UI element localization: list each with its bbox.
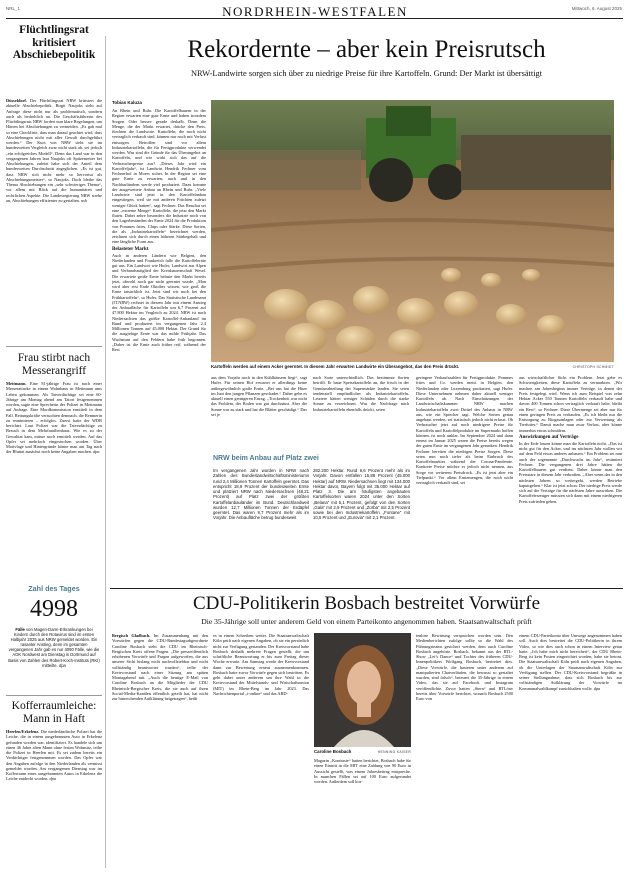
- article-separator: [110, 588, 623, 589]
- portrait-image: [314, 633, 411, 747]
- second-headline: CDU-Politikerin Bosbach bestreitet Vorwürfe: [192, 593, 541, 614]
- bosbach-photo: [314, 633, 411, 747]
- potato-field-image: [211, 100, 614, 362]
- second-col5: einem CDU-Parteikonto über Umwege angenommen haben soll. Auch dies bestreitet die CDU-Politikerin in ihrem Video, so wie dies auch schon in einem Interview getan hatte. „Ich habe mich nicht bereichert“, der CDU Rhein-Berg ist kein Posten eingerichtet worden, habe sie betont. Die Staatsanwaltschaft Köln prüft nach eigenen Angaben, ob die Unterlagen der Staatsanwaltschaft Köln zur Verfügung stellen. Der CDU-Kreisvorstand begrüßte in seiner Stellungnahme, dass sich Bosbach bis zur vollständigen Aufklärung der Vorwürfe im Kommunalwahlkampf zurückhalten wolle. dpa: [519, 633, 622, 691]
- main-col3: aus dem Vorjahr noch in den Kühlhäusern liegt“, sagt Hufer. Für seinen Hof erwartet er allerdings keine außergewöhnlich große Ernte. „Bei uns hat die Hitze im Juni den jungen Pflanzen geschadet.“ Daher gebe es aktuell einen geringeren Ertrag. „Trockenheit war nicht das Problem, der Boden war gut durchnässt. Aber die Sonne war zu stark und hat die Blätter geschädigt.“ Das sei je: [211, 375, 307, 417]
- zahl-label: Zahl des Tages: [28, 584, 80, 593]
- photo-credit: CHRISTOPH SCHMIDT: [572, 365, 614, 369]
- second-col4: tenlose Bewirtung versprochen worden sein. Den Medienberichten zufolge sollte so die Wahl des Führungsteams gesichert werden, dem auch Caroline Bosbach angehörte. Bosbach, bekannt aus der RTL-Show „Let’s Dance“ und Tochter des früheren CDU-Innenpolitikers Wolfgang Bosbach, bestreitet dies. „Diese Vorwürfe, die basieren unter anderem auf manipulierten Chatverläufen, die bewusst so gestaltet wurden, sind falsch“, beteuert die 35-Jährige in einem Video, das sie auf Facebook und Instagram veröffentlichte. Zuvor hatten „Stern“ und RTL/ntv bereits über Vorwürfe berichtet, wonach Bosbach 2500 Euro von: [416, 633, 513, 701]
- harvest-photo: [211, 100, 614, 362]
- main-subhead-2: Auswirkungen auf Verträge: [519, 434, 579, 440]
- header-rule: [6, 18, 623, 19]
- zahl-body: Fälle von Magen-Darm-Erkrankungen bei Kindern durch den Rotavirus sind im ersten Halbjahr 2025 aus NRW gemeldet worden. Ein rasanter Anstieg, denn im gesamten vergangenen Jahr gab es nur 4090 Fälle, wie die AOK Nordwest am Dienstag in Dortmund auf Basis von Zahlen des Robert-Koch-Instituts (RKI) mitteilte. dpa: [8, 627, 100, 668]
- infobox-col2: 282.200 Hektar. Rund 6,6 Prozent mehr als im Vorjahr. Davon entfallen 15,88 Prozent (45.000 Hektar) auf NRW. Niedersachsen liegt mit 134.000 Hektar davor, Bayern folgt mit 36.000 Hektar auf Platz 3. Die am häufigsten angebauten Kartoffelsorten waren 2024 unter den Sorten „Belana“ mit 5,1 Prozent, gefolgt von den Sorten „Gala“ mit 2,9 Prozent und „Zorba“ mit 2,5 Prozent sowie bei den Industriekartoffeln „Fontane“ mit 10,5 Prozent und „Eurovia“ mit 2,1 Prozent.: [313, 468, 410, 521]
- main-subhead-1: Belasteter Markt: [112, 246, 149, 252]
- infobox-col1: Im vergangenen Jahr wurden in NRW nach Zahlen des Bundeslandwirtschaftsministeriums rund 2,4 Millionen Tonnen Kartoffeln geerntet. Das entspricht 18,9 Prozent der bundesweiten Ernte und platziert NRW nach Niedersachsen (48,21 Prozent) auf Platz zwei der größten Kartoffelanbauländer im Bund. Deutschlandweit wurden 12,7 Millionen Tonnen der Erdäpfel geerntet. Das waren 9,7 Prozent mehr als im Vorjahr. Die Anbaufläche betrug bundesweit: [213, 468, 309, 521]
- sidebar-bottom-body: Heerlen/Erkelenz. Die niederländische Polizei hat die Leiche, die in einem ausgebrannten Auto in Erkelenz gefunden worden war, identifiziert. Es handele sich um einen 46 Jahre alten Mann ohne festen Wohnsitz, teilte die Polizei in Heerlen mit. Es sei zudem bereits ein Verdächtiger festgenommen worden. Das Opfer war den Angaben zufolge in den Niederlanden als vermisst gemeldet worden. Am vergangenen Dienstag war im Kofferraum eines ausgebrannten Autos in Erkelenz die Leiche entdeckt worden. dpa: [6, 729, 102, 782]
- main-deck: NRW-Landwirte sorgen sich über zu niedrige Preise für ihre Kartoffeln. Grund: Der Markt ist übersättigt: [190, 69, 543, 78]
- sidebar-mid-body: Mettmann. Eine 81-jährige Frau ist nach einer Messerattacke in einem Wohnhaus in Mettmann ums Leben gekommen. Als Tatverdächtige sei eine 60-Jährige am Montag abend am Tatort festgenommen worden, sagte eine Sprecherin der Polizei in Mettmann auf Anfrage. Eine Mordkommission ermittelt in dem Fall. Rettungskräfte versuchten demnach, die Rentnerin zu reanimieren – erfolglos. Zuerst hatte der WDR berichtet. Laut Polizei war die Tatverdächtige zu Besuch in dem Mehrfamilienhaus. Wie es zu der Gewalttat kam, müsse noch ermittelt werden. Auf das Opfer sei mehrfach eingestochen worden. Über Motivlage und Hintergründe könne man am Tag nach der Bluttat zunächst noch keine Angaben machen. dpa: [6, 381, 102, 455]
- main-col1: An Rhein und Ruhr. Die Kartoffelbauern in der Region erwarten eine gute Ernte und haben trotzdem Sorgen. Oder besser: gerade deshalb. Denn die Menge, die der Markt erwartet, drücke den Preis, fürchten die Landwirte. Kartoffeln, die noch nicht vertraglich verkauft sind, können nur noch mit Verlust entsorgen. Betroffen sind vor allem Industriekartoffeln, die für Fertigprodukte verwendet werden. Was sind die Gründe für das Überangebot an Kartoffeln, und wie wirkt sich das auf die Verbraucherpreise aus? „Dieses Jahr wird ein Kartoffeljahr“, ist Landwirt Hendrik Fechner vom Fechnerhof in Moers sicher. In der Region sei eine gute Ernte zu erwarten, auch und in den Nachbarländern werde viel produziert. Dazu komme der ausgeweitete Anbau an Rhein und Ruhr. „Viele Landwirte sind jetzt in den Kartoffelanbau eingestiegen, weil sie mit anderen Früchten zuletzt weniger Glück hatten“, sagt Fechner. Das Resultat sei eine „extreme Menge“ Kartoffeln, die jetzt den Markt fluten. Dabei zehre besonders die Industrie noch von den Lagerbeständen der Ernte 2024 für die Produktion von Pommes frites, Chips oder Stärke. Diese Sorten, die als „Industriekartoffeln“ bezeichnet werden, zeichnen sich durch einen höheren Stärkegehalt und eine längliche Form aus. Belasteter Markt Auch in anderen Ländern wie Belgien, den Niederlanden und Frankreich falle die Kartoffelernte gut aus. Ein Landwirt wie Hufer, Landwirt aus Alpen und Verbandsmitglied der Kreisbauernschaft Wesel. Die erwartete große Ernte belaste den Markt bereits jetzt, obwohl noch gar nicht geerntet wurde. „Man wird aber erst Ende Oktober wissen, wie groß die Ernte tatsächlich ist. Jetzt sind wir noch bei den Frühkartoffeln“, so Hufer. Das Statistische Landesamt (IT.NRW) rechnet in diesem Jahr mit einem Anstieg der Anbaufläche für Kartoffeln um 6,7 Prozent auf 47.800 Hektar im Vergleich zu 2024. NRW ist nach Niedersachsen das größte Kartoffel-Anbauland im Bund und produziert im vergangenen Jahr 2,4 Millionen Tonnen auf 45.000 Hektar. Der Grund für die ausgiebige Ernte war das milde Frühjahr. Das Wachstum auf den Feldern habe früh begonnen. „Daher ist die Ernte auch früher reif, während der Rest: [112, 108, 206, 352]
- main-col5: geringere Verkaufszahlen für Fertigprodukte. Pommes frites und Co. werden meist in Belgien, den Niederlanden oder Luxemburg produziert, sagt Hufer. Diese Unternehmen nehmen daher aktuell weniger Kartoffeln ab. Nach Einschätzungen der Landwirtschaftskammer NRW machen Industriekartoffeln zwei Drittel des Anbaus in NRW aus, wie ein Sprecher sagt. Welche Sorten genau angebaut werden, sei statistisch jedoch nicht erfasst. Ob Verbraucher jetzt auf noch niedrigere Preise für Kartoffeln und Kartoffelprodukte im Supermarkt hoffen können, ist noch unklar. Im September 2024 und dann erneut im Januar 2025 waren die Preise bereits wegen der guten Ernte im vergangenen Jahr gesunken. Hendrik Fechner bereiten die niedrigen Preise Sorgen. Diese seien nun noch tiefer als beim Einbruch des Kartoffelmarktes während der Corona-Pandemie. Konkrete Preise möchte er jedoch nicht nennen, aus Sorge vor weiterem Preisdruck. „Es ist jetzt aber ein Tiefpunkt.“ Vor allem Erntemengen, die noch nicht vertraglich verkauft sind, sei: [416, 375, 513, 485]
- second-col3: Magazin „Kontraste“ hatten berichtet, Bosbach habe für einen Eintritt in die MIT eine Zahlung von 90 Euro in Aussicht gestellt, was einem Jahresbeitrag entspreche. In manchen Fällen sei auf 100 Euro aufgerundet worden. Außerdem soll kos-: [314, 758, 411, 784]
- sidebar-mid-title: Frau stirbt nach Messerangriff: [17, 352, 91, 377]
- sidebar-top-title: Flüchtlingsrat kritisiert Abschiebepolitik: [12, 24, 96, 61]
- main-headline: Rekordernte – aber kein Preisrutsch: [187, 36, 546, 63]
- infobox-title: NRW beim Anbau auf Platz zwei: [213, 455, 319, 462]
- main-col6: aus wirtschaftlicher Sicht ein Problem. Jetzt gebe es Schwierigkeiten, diese Kartoffeln zu vermarkten. „Wir machen am Jahresbeginn immer Verträge, in denen der Preis festgelegt wird. Wenn ich zum Beispiel von zehn Hektar Acker 550 Tonnen Kartoffeln verkauft habe und davon 400 Tonnen schon vertraglich verkauft habe, bleibt ein Rest“, so Fechner. Diese Übermenge sei aber nur für einen geringen Preis zu verkaufen. „Es ich bleibt nur die Entsorgung zu Biogasanlagen oder zur Verwertung als Tierfutter.“ Damit mache man zwar Verlust, aber könne immerhin etwas schmälern. Auswirkungen auf Verträge In der Erde lassen könne man die Kartoffeln nicht. „Das ist nicht gut für den Acker, und im nächsten Jahr wollen wir auf dem Feld etwas anderes anbauen.“ Ein Problem sei nun auch der sogenannte „Durchwuchs im Jahr“, resümiert Fechner. Die vergangenen drei Jahre hätten die Kartoffelbauern gut verdient. Daher könne man den Preisstarz in diesem Jahr verkraften. „Aber wenn das in den nächsten Jahren so weitergeht, werden Betriebe kaputtgehen.“ Klar ist jetzt schon: Der niedrige Preis werde sich auf die Verträge für die nächsten Jahre auswirken. Die Kartoffelerzeuger müssten sich dann mit einem niedrigeren Preis zufrieden geben.: [519, 375, 622, 504]
- section-title: NORDRHEIN-WESTFALEN: [222, 4, 408, 19]
- sidebar-bottom-title: Kofferraumleiche: Mann in Haft: [11, 700, 97, 725]
- sidebar-rule-2: [6, 695, 102, 696]
- second-col2: es in einem Schreiben weiter. Die Staatsanwaltschaft Köln prüft nach eigenen Angaben, ob sie ein persönlich nicht zur Verfügung gestanden. Der Kreisvorstand habe Bosbach deshalb mehrere Fragen gestellt, die um schriftliche Beantwortung er bis zum Freitag dieser Woche erwarte. Am Samstag werde der Kreisvorstand dann zur Bewertung erneut zusammenkommen. Bosbach hatte zuvor Vorwürfe gegen sich bestritten. Es geht dabei unter anderem um ihre Wahl in die Kreisvorstand der Mittelstands- und Wirtschaftsunion (MIT) im Rhein-Berg im Jahr 2023. Das Nachrichtenportal „t-online“ und das ARD-: [213, 633, 309, 696]
- photo-caption: Kartoffeln werden auf einem Acker geerntet. In diesem Jahr erwarten Landwirte ein Überangebot, das den Preis drückt.: [211, 364, 460, 369]
- second-photo-caption: Caroline Bosbach: [314, 749, 352, 754]
- page-code: NRL_1: [6, 6, 21, 11]
- main-col4: nach Sorte unterschiedlich. Das bestimmte Sorten betrifft. Er baue Speisekartoffeln an, die frisch in der Gemüseabteilung der Supermärkte landen. Sie seien tendenziell empfindlicher als Industriekartoffeln. Letztere hätten weniger Schäden durch die starke Sonne zu verzeichnen. Was die Nachfrage nach Industriekartoffeln ebenfalls drückt, seien: [313, 375, 409, 412]
- second-photo-credit: HENNING KAISER: [377, 750, 411, 754]
- sidebar-divider: [105, 36, 106, 868]
- zahl-number: 4998: [30, 596, 78, 622]
- second-col1: Bergisch Gladbach. Im Zusammenhang mit den Vorwürfen gegen die CDU-Bundestagsabgeordnete Caroline Bosbach sieht die CDU im Rheinisch-Bergischen Kreis offene Fragen. „Die presseöffentlich erhobenen Vorwürfe und Fragen aufgeworfen, die aus unserer Sicht bislang nicht nachvollziehbar und nicht vollständig beantwortet wurden“, teilte der Kreisvorstand nach einer Sitzung am späten Montagabend mit. „Auch die heutige E-Mail von Caroline Bosbach an die Mitglieder der CDU Rheinisch-Bergischer Kreis, die sie auch auf ihren Social-Media-Kanälen öffentlich geteilt hat, hat nicht zur hinreichenden Aufklärung beigetragen“, heißt: [112, 633, 208, 701]
- main-author: Tobias Kaluza: [112, 100, 142, 105]
- sidebar-top-body: Düsseldorf. Der Flüchtlingsrat NRW kritisiert die aktuelle Abschiebepolitik. Birgit Naujoks sieht auf Anfrage diese nicht nur als problematisch, sondern auch als bedrohlich an. Die Geschäftsführerin des Flüchtlingsrats NRW fordert nun klare Regelungen, um Härten bei Abschiebungen zu vermeiden. „Es gab mal so eine Checkliste, dass man darauf geachtet wird, dass Abschiebungen nicht mit aller Gewalt durchgeführt werden.“ Der Kurs von NRW sieht sie im bundesweiten Vergleich zwar nicht stark ab, sei jedoch „ein erfolgreiches Modell“. Denn das Land war in den vergangenen Jahren laut Naujoks oft Spitzenreiter bei Abschiebungen, zuletzt habe sich der Anteil dem bundesweiten Durchschnitt angeglichen. „Es ist gut, dass NRW sich nicht mehr so hervortut als Abschiebungsmeister“, so Naujoks. Doch bleibe das Thema Abschiebungen ein „sehr schwieriges Thema“, vor allem mit Blick auf die humanitären und rechtlichen Aspekte. Die Landesregierung NRW strebe an, Abschiebungen effizienter zu gestalten. ash: [6, 98, 102, 203]
- issue-date: Mittwoch, 6. August 2025: [571, 6, 622, 11]
- second-deck: Die 35-Jährige soll unter anderem Geld von einem Parteikonto angenommen haben. Staatsanwaltschaft prüft: [201, 617, 532, 626]
- sidebar-rule-1: [6, 346, 102, 347]
